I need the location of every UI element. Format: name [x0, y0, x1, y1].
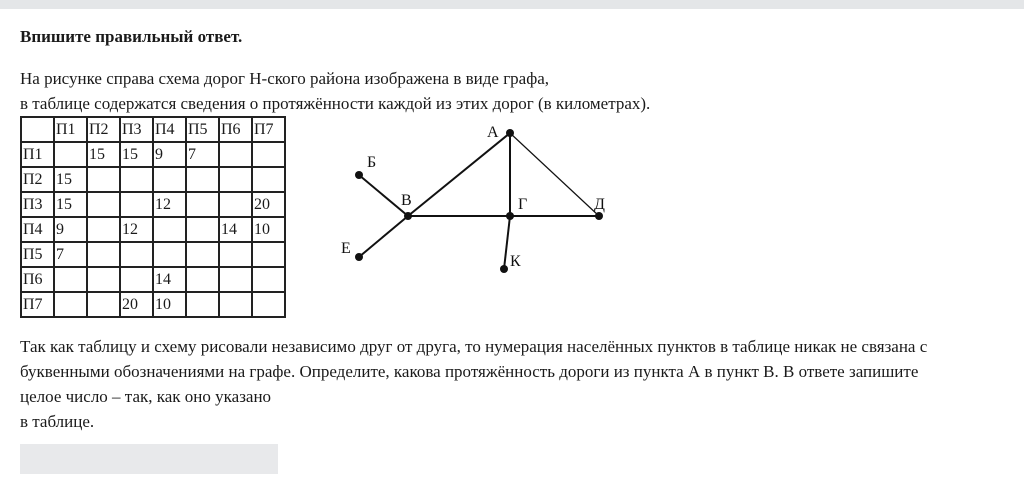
intro-text	[20, 66, 1010, 116]
table-cell	[87, 192, 120, 217]
label-d: Д	[594, 196, 605, 213]
table-cell	[219, 242, 252, 267]
table-cell: 15	[54, 167, 87, 192]
table-cell: П7	[252, 117, 285, 142]
answer-input[interactable]	[20, 444, 278, 474]
table-cell: 12	[120, 217, 153, 242]
table-cell: 10	[252, 217, 285, 242]
node-b	[355, 171, 363, 179]
table-cell: 9	[54, 217, 87, 242]
table-cell	[219, 267, 252, 292]
table-cell: 15	[120, 142, 153, 167]
table-cell: 7	[186, 142, 219, 167]
table-cell: 14	[153, 267, 186, 292]
table-cell	[252, 292, 285, 317]
question-line-4: в таблице.	[20, 412, 95, 431]
table-header-row	[21, 117, 285, 142]
table-cell	[87, 292, 120, 317]
table-cell: П6	[219, 117, 252, 142]
table-cell	[186, 267, 219, 292]
table-cell: П7	[21, 292, 54, 317]
table-row	[21, 242, 285, 267]
table-row	[21, 167, 285, 192]
table-cell: 10	[153, 292, 186, 317]
table-cell: П1	[54, 117, 87, 142]
label-v: В	[401, 192, 412, 209]
table-cell: 9	[153, 142, 186, 167]
table-cell: 14	[219, 217, 252, 242]
question-line-3: целое число – так, как оно указано	[20, 387, 272, 406]
table-row	[21, 267, 285, 292]
table-cell: 15	[87, 142, 120, 167]
top-bar	[0, 0, 1024, 9]
table-cell	[87, 267, 120, 292]
label-a: А	[487, 124, 499, 141]
table-cell	[120, 267, 153, 292]
table-cell: П6	[21, 267, 54, 292]
table-row	[21, 217, 285, 242]
table-row	[21, 192, 285, 217]
table-cell	[219, 142, 252, 167]
question-line-2: буквенными обозначениями на графе. Определите, какова протяжённость дороги из пункта А в пункт В. В ответе запишите	[20, 362, 919, 381]
label-e: Е	[341, 240, 351, 257]
table-cell	[87, 242, 120, 267]
table-cell: 12	[153, 192, 186, 217]
table-cell	[186, 167, 219, 192]
table-cell: П3	[21, 192, 54, 217]
table-cell	[120, 192, 153, 217]
instruction-heading: Впишите правильный ответ.	[20, 27, 243, 46]
table-cell	[252, 167, 285, 192]
table-cell	[219, 292, 252, 317]
table-cell: П5	[21, 242, 54, 267]
node-a	[506, 129, 514, 137]
table-cell	[153, 167, 186, 192]
table-cell: П2	[87, 117, 120, 142]
table-cell	[252, 142, 285, 167]
table-row	[21, 142, 285, 167]
intro-line-2: в таблице содержатся сведения о протяжённости каждой из этих дорог (в километрах).	[20, 94, 651, 113]
table-cell: П3	[120, 117, 153, 142]
table-cell	[21, 117, 54, 142]
table-cell: 15	[54, 192, 87, 217]
table-cell	[252, 267, 285, 292]
table-row	[21, 292, 285, 317]
road-graph	[330, 118, 620, 283]
table-cell	[54, 292, 87, 317]
distance-table	[20, 116, 286, 318]
edge-a-v	[408, 133, 510, 216]
table-cell	[186, 217, 219, 242]
table-cell: 7	[54, 242, 87, 267]
table-cell	[153, 217, 186, 242]
question-line-1: Так как таблицу и схему рисовали независимо друг от друга, то нумерация населённых пунктов в таблице никак не связана с	[20, 337, 928, 356]
node-k	[500, 265, 508, 273]
table-cell	[153, 242, 186, 267]
node-v	[404, 212, 412, 220]
table-cell	[54, 142, 87, 167]
table-cell	[120, 242, 153, 267]
edge-e-v	[359, 216, 408, 257]
table-cell: П1	[21, 142, 54, 167]
question-text	[20, 334, 1000, 434]
node-g	[506, 212, 514, 220]
label-k: К	[510, 253, 521, 270]
table-cell	[252, 242, 285, 267]
table-cell	[186, 192, 219, 217]
node-d	[595, 212, 603, 220]
table-cell	[186, 292, 219, 317]
table-cell	[54, 267, 87, 292]
table-cell: 20	[252, 192, 285, 217]
table-cell: 20	[120, 292, 153, 317]
table-cell	[219, 192, 252, 217]
table-cell	[87, 167, 120, 192]
label-g: Г	[518, 196, 528, 213]
table-cell	[219, 167, 252, 192]
intro-line-1: На рисунке справа схема дорог Н-ского района изображена в виде графа,	[20, 69, 550, 88]
table-cell	[186, 242, 219, 267]
table-cell: П4	[21, 217, 54, 242]
table-cell: П2	[21, 167, 54, 192]
table-cell	[120, 167, 153, 192]
node-e	[355, 253, 363, 261]
label-b: Б	[367, 154, 377, 171]
table-cell: П4	[153, 117, 186, 142]
table-cell: П5	[186, 117, 219, 142]
table-cell	[87, 217, 120, 242]
